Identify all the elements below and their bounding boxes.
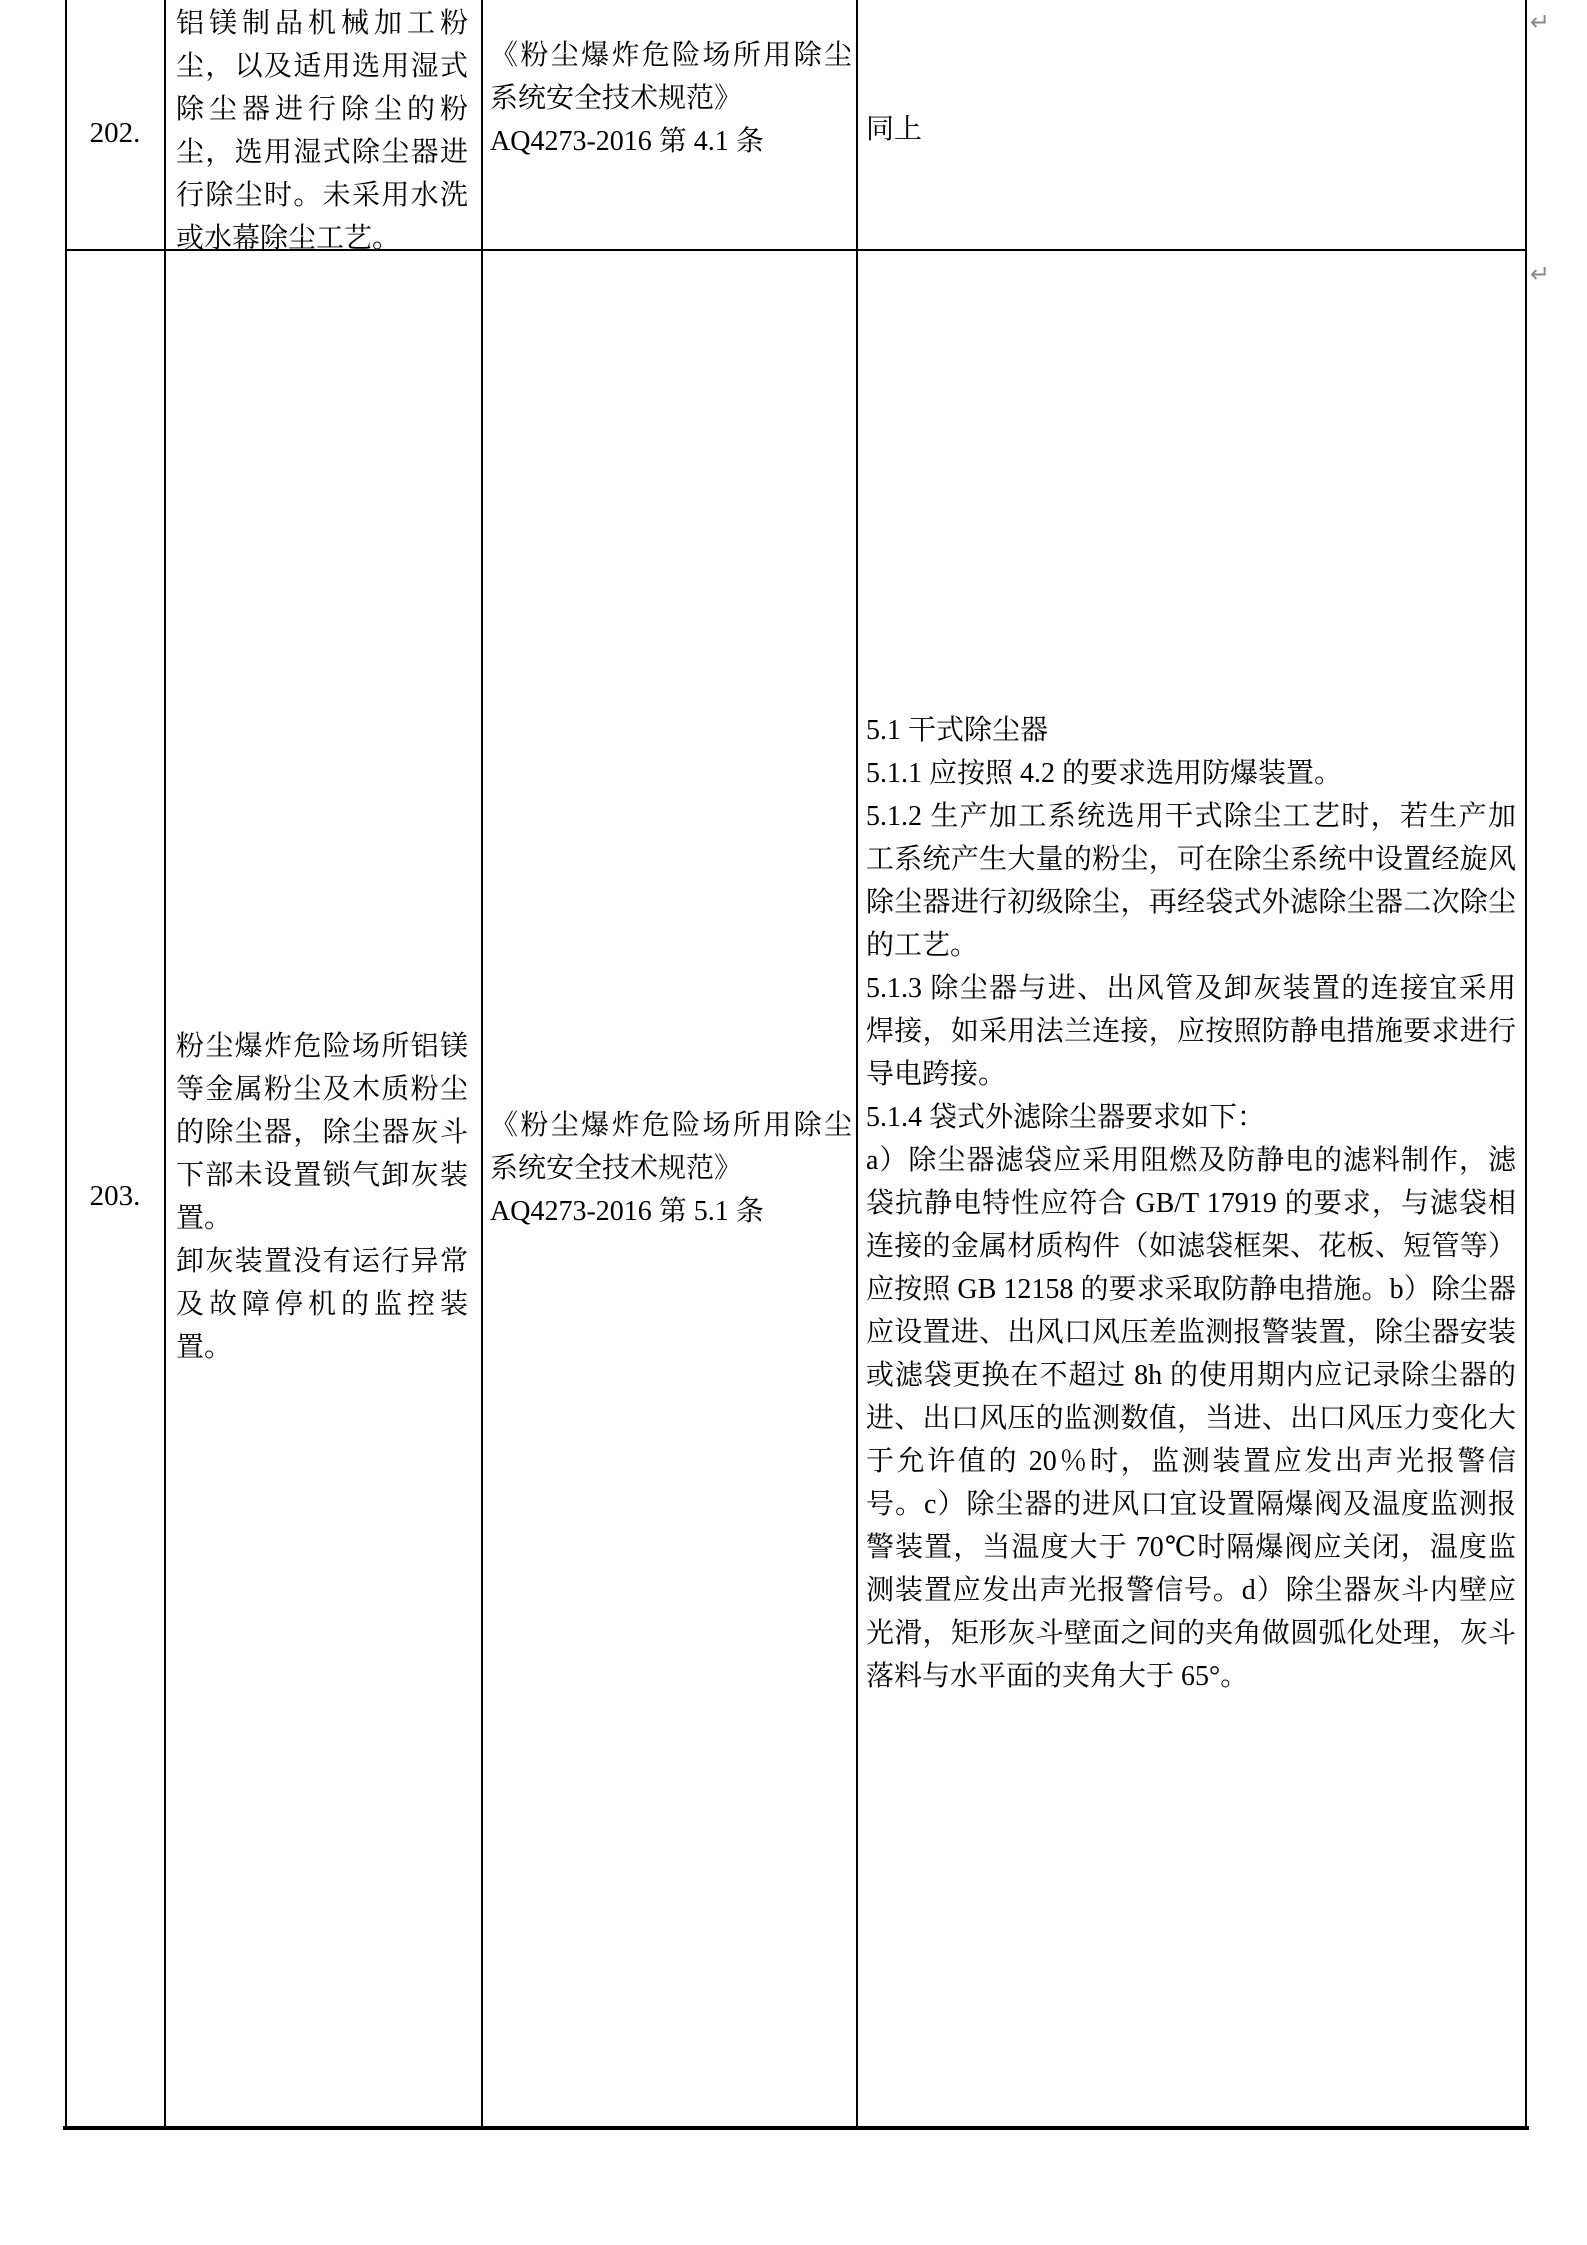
table-border-left (65, 0, 67, 2128)
row-number: 203. (89, 1180, 141, 1212)
reference-standard (490, 34, 852, 163)
issue-description (176, 1025, 468, 1369)
issue-description: 铝镁制品机械加工粉尘，以及适用选用湿式除尘器进行除尘的粉尘，选用湿式除尘器进行除尘时。未采用水洗或水幕除尘工艺。 (176, 8, 468, 254)
requirement-paragraph: 5.1.1 应按照 4.2 的要求选用防爆装置。 (866, 758, 1343, 789)
standard-content (866, 709, 1516, 1698)
standard-content-same-as-above: 同上 (866, 114, 923, 145)
standard-clause: AQ4273-2016 第 5.1 条 (490, 1196, 764, 1227)
description-paragraph: 粉尘爆炸危险场所铝镁等金属粉尘及木质粉尘的除尘器，除尘器灰斗下部未设置锁气卸灰装置。 (176, 1031, 468, 1234)
requirement-paragraph: 5.1.4 袋式外滤除尘器要求如下： (866, 1102, 1266, 1133)
reference-standard (490, 1104, 852, 1233)
description-paragraph: 卸灰装置没有运行异常及故障停机的监控装置。 (176, 1246, 468, 1363)
table-divider-col2-col3 (481, 0, 483, 2128)
standard-clause: AQ4273-2016 第 4.1 条 (490, 126, 764, 157)
requirement-paragraph: 5.1.2 生产加工系统选用干式除尘工艺时，若生产加工系统产生大量的粉尘，可在除尘系统中设置经旋风除尘器进行初级除尘，再经袋式外滤除尘器二次除尘的工艺。 (866, 801, 1516, 961)
requirement-paragraph: a）除尘器滤袋应采用阻燃及防静电的滤料制作，滤袋抗静电特性应符合 GB/T 17919 的要求，与滤袋相连接的金属材质构件（如滤袋框架、花板、短管等）应按照 GB 12158 的要求采取防静电措施。b）除尘器应设置进、出风口风压差监测报警装置，除尘器安装或滤袋更换在不超过 8h 的使用期内应记录除尘器的进、出口风压的监测数值，当进、出口风压力变化大于允许值的 20％时，监测装置应发出声光报警信号。c）除尘器的进风口宜设置隔爆阀及温度监测报警装置，当温度大于 70℃时隔爆阀应关闭，温度监测装置应发出声光报警信号。d）除尘器灰斗内壁应光滑，矩形灰斗壁面之间的夹角做圆弧化处理，灰斗落料与水平面的夹角大于 65°。 (866, 1145, 1516, 1692)
table-border-right (1525, 0, 1527, 2128)
paragraph-mark-icon: ↵ (1530, 8, 1551, 36)
standard-title: 《粉尘爆炸危险场所用除尘系统安全技术规范》 (490, 1110, 852, 1184)
paragraph-mark-icon: ↵ (1530, 260, 1551, 288)
table-border-bottom (63, 2126, 1529, 2130)
requirement-paragraph: 5.1 干式除尘器 (866, 715, 1049, 746)
standard-title: 《粉尘爆炸危险场所用除尘系统安全技术规范》 (490, 40, 852, 114)
row-number: 202. (89, 117, 141, 149)
table-divider-col1-col2 (164, 0, 166, 2128)
table-divider-col3-col4 (856, 0, 858, 2128)
requirement-paragraph: 5.1.3 除尘器与进、出风管及卸灰装置的连接宜采用焊接，如采用法兰连接，应按照防静电措施要求进行导电跨接。 (866, 973, 1516, 1090)
